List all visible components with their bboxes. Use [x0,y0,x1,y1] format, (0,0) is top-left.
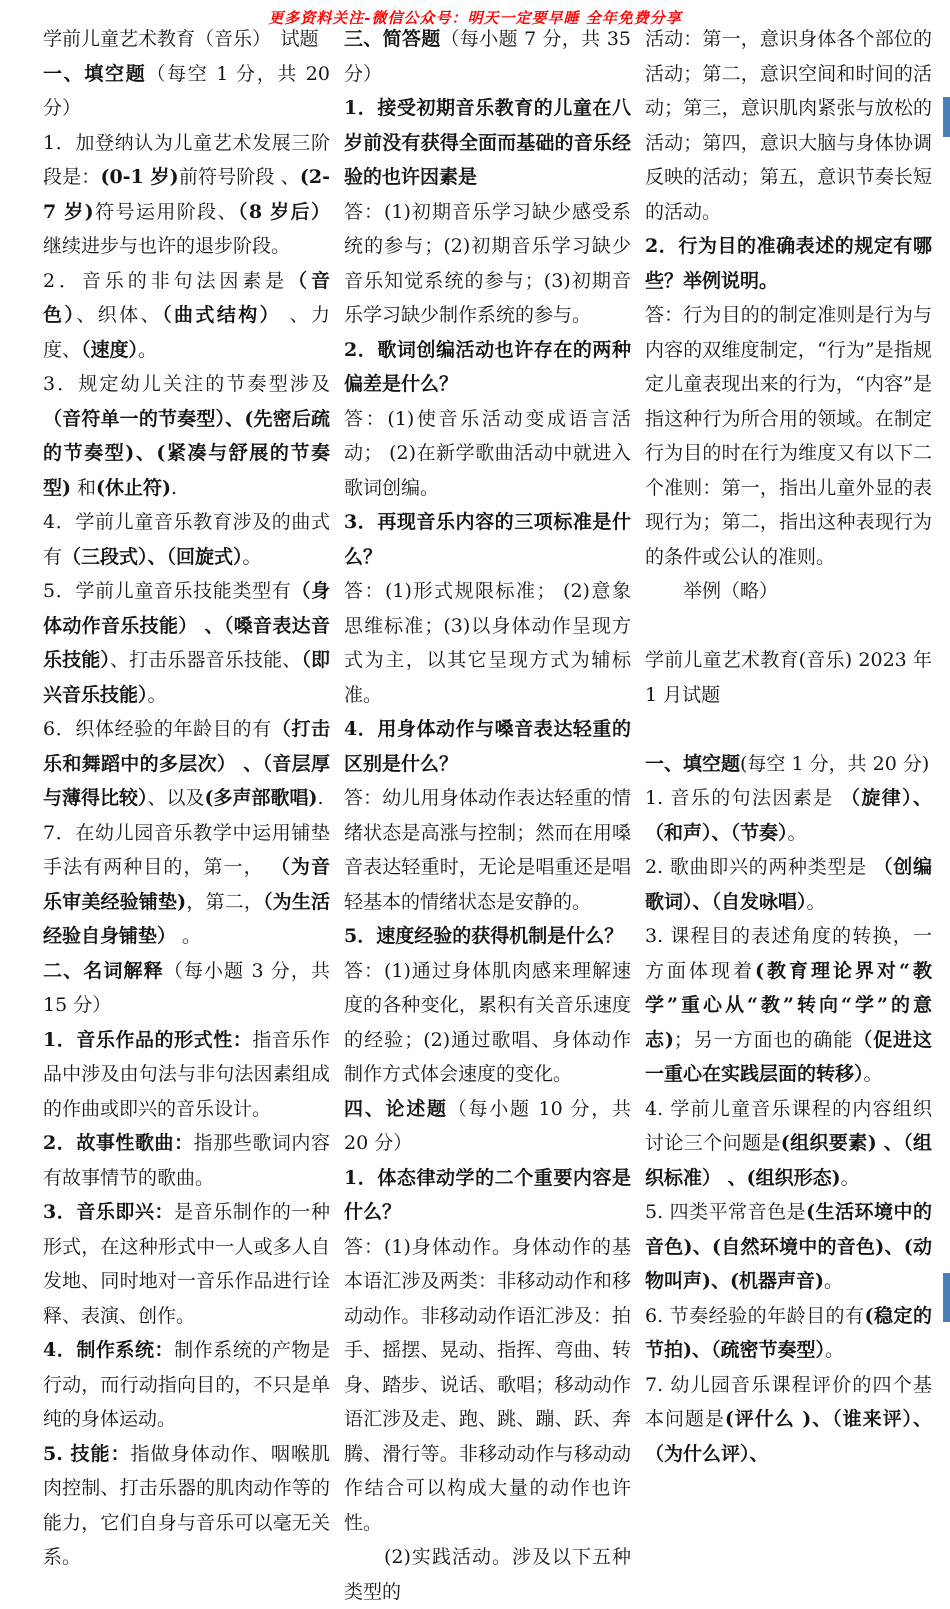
body-text: 答：(1)通过身体肌肉感来理解速度的各种变化，累积有关音乐速度的经验；(2)通过歌唱、身体动作制作方式体会速度的变化。 [344,959,631,1085]
answer-bold-text: 4．用身体动作与嗓音表达轻重的区别是什么？ [344,718,631,775]
body-text: 4．学前儿童音乐教育涉及的曲式有 [43,511,330,568]
body-text: 、力度、 [43,304,330,361]
paragraph [43,816,330,954]
paragraph [344,574,631,712]
scroll-marker-top[interactable] [943,97,950,137]
paragraph [43,954,330,1023]
answer-bold-text: (休止符) [96,476,172,499]
body-text: 指那些歌词内容有故事情节的歌曲。 [43,1132,330,1189]
paragraph [645,781,932,850]
body-text: 。 [787,821,807,844]
paragraph [43,22,330,57]
paragraph [645,298,932,574]
body-text: 7. 幼儿园音乐课程评价的四个基本问题是 [645,1373,932,1430]
paragraph [344,1540,631,1609]
body-text: 答：(1)形式规限标准； (2)意象思维标准；(3)以身体动作呈现方式为主，以其它呈现方式为辅标准。 [344,580,631,706]
paragraph [645,643,932,712]
answer-bold-text: 1．接受初期音乐教育的儿童在八岁前没有获得全面而基础的音乐经验的也许因素是 [344,97,631,188]
body-text: 2. 歌曲即兴的两种类型是 [645,856,874,878]
paragraph [344,1092,631,1161]
body-text: 。 [138,338,158,361]
paragraph [344,781,631,919]
paragraph [43,505,330,574]
answer-bold-text: （打击乐和舞蹈中的多层次） 、（音层厚与薄得比较） [43,718,330,809]
answer-bold-text: (稳定的节拍)、（疏密节奏型） [645,1304,933,1361]
answer-bold-text: 1．音乐作品的形式性： [43,1028,253,1051]
body-text: (每空 1 分，共 20 分) [740,752,930,775]
body-text: 是音乐制作的一种形式，在这种形式中一人或多人自发地、同时地对一音乐作品进行诠释、表演、创作。 [43,1201,330,1327]
paragraph [344,505,631,574]
answer-bold-text: 一、填空题 [645,752,741,775]
body-text: 和 [71,476,97,499]
paragraph [43,1023,330,1127]
answer-bold-text: （曲式结构） [162,304,282,326]
paragraph [344,1161,631,1230]
body-text: 。 [147,683,167,706]
body-text: 继续进步与也许的退步阶段。 [43,235,291,257]
body-text: 答：(1)身体动作。身体动作的基本语汇涉及两类：非移动动作和移动动作。非移动动作语汇涉及：拍手、摇摆、晃动、指挥、弯曲、转身、踏步、说话、歌唱；移动动作语汇涉及走、跑、跳、蹦、跃、奔腾、滑行等。非移动动作与移动动作结合可以构成大量的动作也许性。 [344,1235,631,1534]
body-text: 1. 音乐的句法因素是 [645,787,841,809]
paragraph [645,1092,932,1196]
body-text: 制作系统的产物是行动，而行动指向目的，不只是单纯的身体运动。 [43,1339,330,1430]
paragraph [43,57,330,126]
body-text: 指做身体动作、咽喉肌肉控制、打击乐器的肌肉动作等的能力，它们自身与音乐可以毫无关系。 [43,1442,330,1568]
body-text: ，第二， [186,890,263,913]
body-text: 举例（略） [645,580,779,602]
answer-bold-text: (评什么 )、（谁来评）、（为什么评）、 [645,1408,932,1465]
body-text: 6. 节奏经验的年龄目的有 [645,1304,865,1327]
body-text: 答：(1)初期音乐学习缺少感受系统的参与；(2)初期音乐学习缺少音乐知觉系统的参与；(3)初期音乐学习缺少制作系统的参与。 [344,200,631,326]
paragraph [43,1195,330,1333]
answer-bold-text: 四、论述题 [344,1097,448,1120]
body-text: ；另一方面也的确能 [673,1028,854,1051]
body-text: 6．织体经验的年龄目的有 [43,718,272,740]
body-text: （每小题 3 分，共 15 分） [43,959,330,1016]
paragraph [43,1333,330,1437]
answer-bold-text: 2．故事性歌曲： [43,1132,194,1154]
body-text: 。 [825,1339,845,1361]
answer-bold-text: 2．行为目的准确表述的规定有哪些？举例说明。 [645,235,932,292]
column-1 [43,22,330,1609]
body-text: . [171,476,178,499]
paragraph [645,919,932,1092]
answer-bold-text: （促进这一重心在实践层面的转移） [645,1028,932,1085]
body-text: 。 [863,1063,883,1085]
body-text: 前符号阶段 、 [178,166,300,188]
answer-bold-text: （音色） [43,269,330,326]
body-text: 。 [840,1166,860,1189]
body-text: 7．在幼儿园音乐教学中运用铺垫手法有两种目的，第一， [43,821,330,878]
answer-bold-text: 5. 技能： [43,1442,131,1465]
body-text: 、以及 [147,787,205,809]
answer-bold-text: （8 岁后） [237,200,330,223]
body-text: （每小题 7 分，共 35 分） [344,28,631,85]
answer-bold-text: 3．再现音乐内容的三项标准是什么？ [344,511,631,568]
body-text: 指音乐作品中涉及由句法与非句法因素组成的作曲或即兴的音乐设计。 [43,1028,330,1120]
body-text: 答：幼儿用身体动作表达轻重的情绪状态是高涨与控制；然而在用嗓音表达轻重时，无论是唱重还是唱轻基本的情绪状态是安静的。 [344,787,631,913]
body-text: 。 [242,545,262,568]
paragraph [43,367,330,505]
answer-bold-text: 二、名词解释 [43,959,164,982]
paragraph [344,954,631,1092]
body-text: （每小题 10 分，共 20 分） [344,1097,631,1154]
answer-bold-text: (组织要素) 、（组织标准） 、(组织形态) [645,1132,932,1189]
body-text: . [317,787,324,809]
body-text: 2．音乐的非句法因素是 [43,269,289,292]
answer-bold-text: (教育理论界对“教学”重心从“教”转向“学”的意志) [645,959,932,1051]
paragraph [344,402,631,506]
answer-bold-text: （为生活经验自身铺垫） [43,890,330,947]
paragraph [645,1195,932,1299]
paragraph [645,1299,932,1368]
paragraph [43,574,330,712]
body-text: 4. 学前儿童音乐课程的内容组织讨论三个问题是 [645,1097,932,1154]
answer-bold-text: 4．制作系统： [43,1339,175,1361]
body-text: 。 [176,925,202,947]
body-text: 3. 课程目的表述角度的转换，一方面体现着 [645,925,932,982]
paragraph [344,195,631,333]
paragraph [645,850,932,919]
answer-bold-text: （身体动作音乐技能） 、（嗓音表达音乐技能） [43,580,330,671]
answer-bold-text: (2-7 岁) [43,166,330,223]
column-3 [645,22,932,1609]
answer-bold-text: (生活环境中的音色)、(自然环境中的音色)、(动物叫声)、(机器声音) [645,1201,932,1292]
paragraph [645,22,932,229]
answer-bold-text: 1．体态律动学的二个重要内容是什么？ [344,1166,631,1223]
body-text: 5．学前儿童音乐技能类型有 [43,580,292,602]
paragraph [344,1230,631,1541]
paragraph [43,264,330,368]
paragraph [43,712,330,816]
paragraph [645,574,932,609]
answer-bold-text: （速度） [81,338,139,361]
paragraph [43,126,330,264]
answer-bold-text: 一、填空题 [43,62,147,85]
answer-bold-text: （旋律）、（和声）、（节奏） [645,787,932,844]
column-2 [344,22,631,1609]
paragraph [645,1368,932,1472]
answer-bold-text: 3．音乐即兴： [43,1201,175,1223]
paragraph [43,1437,330,1575]
body-text: 3．规定幼儿关注的节奏型涉及 [43,373,330,395]
body-text: 符号运用阶段、 [93,200,238,223]
paragraph [43,1126,330,1195]
body-text: 。 [806,890,826,913]
answer-bold-text: (多声部歌唱) [204,787,318,809]
answer-bold-text: 三、简答题 [344,28,441,50]
paragraph [344,712,631,781]
answer-bold-text: （创编歌词）、（自发咏唱） [645,856,932,913]
scroll-marker-bottom[interactable] [943,1273,950,1322]
body-text: (2)实践活动。涉及以下五种类型的 [344,1546,631,1603]
paragraph [344,919,631,954]
answer-bold-text: （三段式）、（回旋式） [62,545,243,568]
answer-bold-text: （即兴音乐技能） [43,649,330,706]
body-text: 学前儿童艺术教育(音乐) 2023 年 1 月试题 [645,649,932,706]
answer-bold-text: （音符单一的节奏型）、(先密后疏的节奏型)、(紧凑与舒展的节奏型) [43,407,330,499]
answer-bold-text: (0-1 岁) [100,166,179,188]
body-text: 5. 四类平常音色是 [645,1201,807,1223]
body-text: 。 [823,1270,843,1292]
answer-bold-text: 2．歌词创编活动也许存在的两种偏差是什么？ [344,338,631,395]
body-text: 答：(1)使音乐活动变成语言活动； (2)在新学歌曲活动中就进入歌词创编。 [344,407,631,499]
answer-bold-text: 5．速度经验的获得机制是什么？ [344,925,624,947]
paragraph [344,22,631,91]
body-text: 活动：第一，意识身体各个部位的活动；第二，意识空间和时间的活动；第三，意识肌肉紧张与放松的活动；第四，意识大脑与身体协调反映的活动；第五，意识节奏长短的活动。 [645,28,932,223]
paragraph [344,91,631,195]
document-columns [43,22,933,1609]
answer-bold-text: （为音乐审美经验铺垫) [43,856,330,913]
body-text: 答：行为目的的制定准则是行为与内容的双维度制定，“行为”是指规定儿童表现出来的行为，“内容”是指这种行为所合用的领域。在制定行为目的时在行为维度又有以下二个准则：第一，指出儿童外显的表现行为；第二，指出这种表现行为的条件或公认的准则。 [645,304,932,568]
body-text: （每空 1 分，共 20 分） [43,62,330,119]
body-text: 、打击乐器音乐技能、 [110,649,302,671]
body-text: 、织体、 [76,304,163,326]
paragraph [344,333,631,402]
paragraph [645,229,932,298]
paragraph [645,747,932,782]
promo-banner: 更多资料关注-微信公众号：明天一定要早睡 全年免费分享 [268,9,682,27]
body-text: 学前儿童艺术教育（音乐） 试题 [43,28,319,50]
body-text: 1．加登纳认为儿童艺术发展三阶段是： [43,131,330,188]
